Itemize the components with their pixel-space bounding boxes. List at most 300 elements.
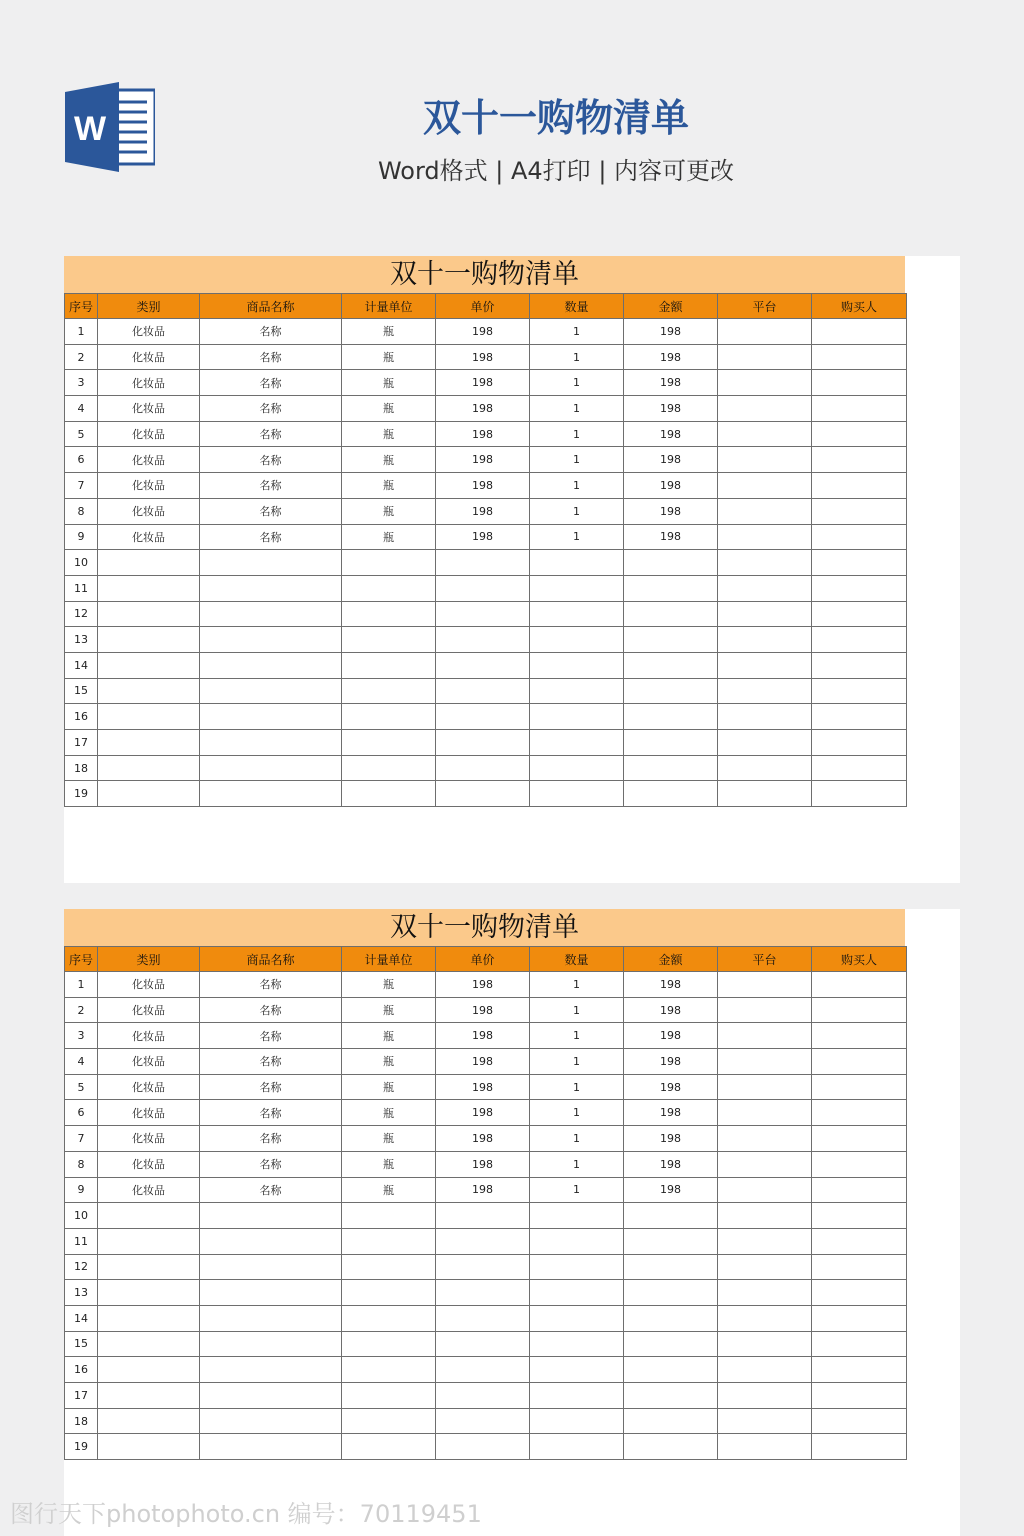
table-cell[interactable]: [624, 1254, 718, 1280]
table-cell[interactable]: [812, 1331, 907, 1357]
table-cell[interactable]: [436, 1357, 530, 1383]
table-cell[interactable]: [342, 652, 436, 678]
table-cell[interactable]: 瓶: [342, 498, 436, 524]
table-cell[interactable]: 198: [624, 524, 718, 550]
table-cell[interactable]: 1: [65, 319, 98, 345]
table-cell[interactable]: [812, 319, 907, 345]
table-cell[interactable]: [200, 1254, 342, 1280]
table-cell[interactable]: [436, 550, 530, 576]
table-cell[interactable]: [812, 1383, 907, 1409]
table-cell[interactable]: 化妆品: [98, 344, 200, 370]
table-cell[interactable]: [718, 1383, 812, 1409]
table-cell[interactable]: 198: [436, 524, 530, 550]
table-cell[interactable]: [624, 550, 718, 576]
table-cell[interactable]: [812, 1357, 907, 1383]
table-cell[interactable]: [812, 1151, 907, 1177]
table-cell[interactable]: 1: [530, 473, 624, 499]
table-cell[interactable]: 198: [436, 1049, 530, 1075]
table-cell[interactable]: 化妆品: [98, 972, 200, 998]
table-cell[interactable]: 4: [65, 1049, 98, 1075]
table-cell[interactable]: 10: [65, 1203, 98, 1229]
table-cell[interactable]: [530, 1434, 624, 1460]
table-cell[interactable]: [718, 473, 812, 499]
table-cell[interactable]: [436, 1331, 530, 1357]
table-cell[interactable]: 198: [624, 1049, 718, 1075]
table-cell[interactable]: [342, 1280, 436, 1306]
table-cell[interactable]: 1: [530, 524, 624, 550]
table-cell[interactable]: [436, 781, 530, 807]
table-cell[interactable]: [98, 704, 200, 730]
table-cell[interactable]: [624, 1357, 718, 1383]
table-cell[interactable]: [624, 704, 718, 730]
table-cell[interactable]: [718, 1203, 812, 1229]
table-cell[interactable]: [812, 550, 907, 576]
table-cell[interactable]: [624, 601, 718, 627]
table-cell[interactable]: [530, 755, 624, 781]
table-cell[interactable]: [718, 601, 812, 627]
table-cell[interactable]: 化妆品: [98, 370, 200, 396]
table-cell[interactable]: [342, 1331, 436, 1357]
table-cell[interactable]: [812, 1228, 907, 1254]
table-cell[interactable]: 瓶: [342, 1023, 436, 1049]
table-cell[interactable]: 19: [65, 1434, 98, 1460]
table-cell[interactable]: [342, 550, 436, 576]
table-cell[interactable]: 名称: [200, 997, 342, 1023]
table-cell[interactable]: 11: [65, 575, 98, 601]
table-cell[interactable]: 13: [65, 627, 98, 653]
table-cell[interactable]: 名称: [200, 421, 342, 447]
table-cell[interactable]: 198: [624, 1151, 718, 1177]
table-cell[interactable]: 化妆品: [98, 1151, 200, 1177]
table-cell[interactable]: 名称: [200, 1100, 342, 1126]
table-cell[interactable]: [812, 601, 907, 627]
table-cell[interactable]: 198: [436, 1074, 530, 1100]
table-cell[interactable]: [624, 1305, 718, 1331]
table-cell[interactable]: 198: [436, 1126, 530, 1152]
table-cell[interactable]: 瓶: [342, 421, 436, 447]
table-cell[interactable]: 9: [65, 1177, 98, 1203]
table-cell[interactable]: 16: [65, 704, 98, 730]
table-cell[interactable]: [624, 1228, 718, 1254]
table-cell[interactable]: [718, 421, 812, 447]
table-cell[interactable]: 9: [65, 524, 98, 550]
table-cell[interactable]: [342, 1408, 436, 1434]
table-cell[interactable]: 瓶: [342, 1177, 436, 1203]
table-cell[interactable]: [718, 1228, 812, 1254]
table-cell[interactable]: [812, 344, 907, 370]
table-cell[interactable]: 198: [436, 997, 530, 1023]
table-cell[interactable]: [718, 1074, 812, 1100]
table-cell[interactable]: 1: [530, 344, 624, 370]
table-cell[interactable]: [98, 1280, 200, 1306]
table-cell[interactable]: 198: [624, 1023, 718, 1049]
table-cell[interactable]: 瓶: [342, 447, 436, 473]
table-cell[interactable]: 名称: [200, 1049, 342, 1075]
table-cell[interactable]: 2: [65, 344, 98, 370]
table-cell[interactable]: 198: [436, 473, 530, 499]
table-cell[interactable]: [718, 704, 812, 730]
table-cell[interactable]: [718, 1305, 812, 1331]
table-cell[interactable]: 13: [65, 1280, 98, 1306]
table-cell[interactable]: 瓶: [342, 972, 436, 998]
table-cell[interactable]: [718, 1434, 812, 1460]
table-cell[interactable]: [530, 730, 624, 756]
table-cell[interactable]: 瓶: [342, 396, 436, 422]
table-cell[interactable]: [436, 704, 530, 730]
table-cell[interactable]: [812, 396, 907, 422]
table-cell[interactable]: [98, 781, 200, 807]
table-cell[interactable]: 198: [624, 370, 718, 396]
table-cell[interactable]: [624, 781, 718, 807]
table-cell[interactable]: [718, 730, 812, 756]
table-cell[interactable]: 1: [530, 1151, 624, 1177]
table-cell[interactable]: [812, 652, 907, 678]
table-cell[interactable]: [718, 1280, 812, 1306]
table-cell[interactable]: [812, 704, 907, 730]
table-cell[interactable]: [342, 1357, 436, 1383]
table-cell[interactable]: 1: [530, 1074, 624, 1100]
table-cell[interactable]: [436, 755, 530, 781]
table-cell[interactable]: [98, 1331, 200, 1357]
table-cell[interactable]: 10: [65, 550, 98, 576]
table-cell[interactable]: [342, 755, 436, 781]
table-cell[interactable]: 化妆品: [98, 997, 200, 1023]
table-cell[interactable]: [200, 1434, 342, 1460]
table-cell[interactable]: 1: [530, 1177, 624, 1203]
table-cell[interactable]: [200, 627, 342, 653]
table-cell[interactable]: [200, 1408, 342, 1434]
table-cell[interactable]: 15: [65, 678, 98, 704]
table-cell[interactable]: 名称: [200, 1126, 342, 1152]
table-cell[interactable]: 5: [65, 421, 98, 447]
table-cell[interactable]: 名称: [200, 473, 342, 499]
table-cell[interactable]: [436, 1254, 530, 1280]
table-cell[interactable]: 化妆品: [98, 447, 200, 473]
table-cell[interactable]: [98, 1254, 200, 1280]
table-cell[interactable]: 198: [436, 396, 530, 422]
table-cell[interactable]: 名称: [200, 972, 342, 998]
table-cell[interactable]: [342, 1228, 436, 1254]
table-cell[interactable]: 化妆品: [98, 421, 200, 447]
table-cell[interactable]: [812, 1305, 907, 1331]
table-cell[interactable]: [812, 678, 907, 704]
table-cell[interactable]: 6: [65, 447, 98, 473]
table-cell[interactable]: [530, 1408, 624, 1434]
table-cell[interactable]: [624, 1408, 718, 1434]
table-cell[interactable]: 198: [436, 370, 530, 396]
table-cell[interactable]: 7: [65, 473, 98, 499]
table-cell[interactable]: 1: [530, 972, 624, 998]
table-cell[interactable]: 瓶: [342, 319, 436, 345]
table-cell[interactable]: 198: [624, 1177, 718, 1203]
table-cell[interactable]: [812, 1408, 907, 1434]
table-cell[interactable]: [718, 575, 812, 601]
table-cell[interactable]: 17: [65, 1383, 98, 1409]
table-cell[interactable]: [718, 1254, 812, 1280]
table-cell[interactable]: [200, 575, 342, 601]
table-cell[interactable]: 1: [530, 1023, 624, 1049]
table-cell[interactable]: 17: [65, 730, 98, 756]
table-cell[interactable]: [718, 678, 812, 704]
table-cell[interactable]: 1: [530, 498, 624, 524]
table-cell[interactable]: 198: [624, 396, 718, 422]
table-cell[interactable]: 198: [624, 498, 718, 524]
table-cell[interactable]: 瓶: [342, 1049, 436, 1075]
table-cell[interactable]: [812, 1177, 907, 1203]
table-cell[interactable]: 198: [624, 421, 718, 447]
table-cell[interactable]: [530, 1203, 624, 1229]
table-cell[interactable]: [436, 1280, 530, 1306]
table-cell[interactable]: [718, 972, 812, 998]
table-cell[interactable]: [98, 755, 200, 781]
table-cell[interactable]: 化妆品: [98, 319, 200, 345]
table-cell[interactable]: [98, 1383, 200, 1409]
table-cell[interactable]: [98, 1408, 200, 1434]
table-cell[interactable]: [98, 1434, 200, 1460]
table-cell[interactable]: 198: [624, 473, 718, 499]
table-cell[interactable]: [718, 652, 812, 678]
table-cell[interactable]: [200, 1305, 342, 1331]
table-cell[interactable]: [624, 755, 718, 781]
table-cell[interactable]: 名称: [200, 1074, 342, 1100]
table-cell[interactable]: [342, 1434, 436, 1460]
table-cell[interactable]: 1: [530, 997, 624, 1023]
table-cell[interactable]: [530, 1305, 624, 1331]
table-cell[interactable]: 3: [65, 370, 98, 396]
table-cell[interactable]: [200, 1357, 342, 1383]
table-cell[interactable]: [342, 704, 436, 730]
table-cell[interactable]: [200, 678, 342, 704]
table-cell[interactable]: 8: [65, 498, 98, 524]
table-cell[interactable]: [530, 601, 624, 627]
table-cell[interactable]: [624, 1203, 718, 1229]
table-cell[interactable]: [200, 704, 342, 730]
table-cell[interactable]: 16: [65, 1357, 98, 1383]
table-cell[interactable]: [98, 1228, 200, 1254]
table-cell[interactable]: [812, 498, 907, 524]
table-cell[interactable]: [812, 575, 907, 601]
table-cell[interactable]: 瓶: [342, 473, 436, 499]
table-cell[interactable]: 198: [624, 447, 718, 473]
table-cell[interactable]: 12: [65, 1254, 98, 1280]
table-cell[interactable]: [98, 601, 200, 627]
table-cell[interactable]: 1: [530, 396, 624, 422]
table-cell[interactable]: [200, 781, 342, 807]
table-cell[interactable]: [624, 1434, 718, 1460]
table-cell[interactable]: [98, 627, 200, 653]
table-cell[interactable]: [436, 678, 530, 704]
table-cell[interactable]: [436, 652, 530, 678]
table-cell[interactable]: 198: [624, 344, 718, 370]
table-cell[interactable]: 化妆品: [98, 1177, 200, 1203]
table-cell[interactable]: [812, 473, 907, 499]
table-cell[interactable]: [342, 1305, 436, 1331]
table-cell[interactable]: [530, 1383, 624, 1409]
table-cell[interactable]: [530, 1280, 624, 1306]
table-cell[interactable]: 198: [436, 421, 530, 447]
table-cell[interactable]: [98, 730, 200, 756]
table-cell[interactable]: [718, 1408, 812, 1434]
table-cell[interactable]: 1: [530, 370, 624, 396]
table-cell[interactable]: 19: [65, 781, 98, 807]
table-cell[interactable]: [718, 1126, 812, 1152]
table-cell[interactable]: [718, 1151, 812, 1177]
table-cell[interactable]: 化妆品: [98, 1049, 200, 1075]
table-cell[interactable]: 名称: [200, 319, 342, 345]
table-cell[interactable]: 14: [65, 1305, 98, 1331]
table-cell[interactable]: 198: [436, 1100, 530, 1126]
table-cell[interactable]: [718, 781, 812, 807]
table-cell[interactable]: [342, 601, 436, 627]
table-cell[interactable]: 198: [624, 1100, 718, 1126]
table-cell[interactable]: [98, 1305, 200, 1331]
table-cell[interactable]: 18: [65, 1408, 98, 1434]
table-cell[interactable]: 瓶: [342, 1074, 436, 1100]
table-cell[interactable]: 1: [530, 421, 624, 447]
table-cell[interactable]: [718, 396, 812, 422]
table-cell[interactable]: [436, 1203, 530, 1229]
table-cell[interactable]: 198: [624, 319, 718, 345]
table-cell[interactable]: [342, 730, 436, 756]
table-cell[interactable]: [200, 1203, 342, 1229]
table-cell[interactable]: [436, 730, 530, 756]
table-cell[interactable]: [530, 1331, 624, 1357]
table-cell[interactable]: [436, 1408, 530, 1434]
table-cell[interactable]: [624, 1331, 718, 1357]
table-cell[interactable]: 名称: [200, 1151, 342, 1177]
table-cell[interactable]: [812, 755, 907, 781]
table-cell[interactable]: 名称: [200, 344, 342, 370]
table-cell[interactable]: [530, 1254, 624, 1280]
table-cell[interactable]: [624, 575, 718, 601]
table-cell[interactable]: [200, 730, 342, 756]
table-cell[interactable]: [200, 1383, 342, 1409]
table-cell[interactable]: 198: [624, 1126, 718, 1152]
table-cell[interactable]: 5: [65, 1074, 98, 1100]
table-cell[interactable]: [200, 652, 342, 678]
table-cell[interactable]: [718, 1357, 812, 1383]
table-cell[interactable]: [718, 997, 812, 1023]
table-cell[interactable]: [812, 1049, 907, 1075]
table-cell[interactable]: [98, 652, 200, 678]
table-cell[interactable]: 化妆品: [98, 396, 200, 422]
table-cell[interactable]: 12: [65, 601, 98, 627]
table-cell[interactable]: [200, 550, 342, 576]
table-cell[interactable]: 瓶: [342, 997, 436, 1023]
table-cell[interactable]: [812, 421, 907, 447]
table-cell[interactable]: 198: [436, 1023, 530, 1049]
table-cell[interactable]: 198: [624, 997, 718, 1023]
table-cell[interactable]: [530, 704, 624, 730]
table-cell[interactable]: [812, 1100, 907, 1126]
table-cell[interactable]: 化妆品: [98, 1074, 200, 1100]
table-cell[interactable]: 名称: [200, 1023, 342, 1049]
table-cell[interactable]: [718, 370, 812, 396]
table-cell[interactable]: 198: [436, 447, 530, 473]
table-cell[interactable]: [436, 1383, 530, 1409]
table-cell[interactable]: [718, 1177, 812, 1203]
table-cell[interactable]: 名称: [200, 370, 342, 396]
table-cell[interactable]: [812, 627, 907, 653]
table-cell[interactable]: 1: [530, 447, 624, 473]
table-cell[interactable]: [624, 627, 718, 653]
table-cell[interactable]: 化妆品: [98, 524, 200, 550]
table-cell[interactable]: [530, 652, 624, 678]
table-cell[interactable]: [812, 730, 907, 756]
table-cell[interactable]: [530, 781, 624, 807]
table-cell[interactable]: 198: [436, 1151, 530, 1177]
table-cell[interactable]: [718, 627, 812, 653]
table-cell[interactable]: [718, 524, 812, 550]
table-cell[interactable]: [342, 781, 436, 807]
table-cell[interactable]: 198: [436, 972, 530, 998]
table-cell[interactable]: [98, 1357, 200, 1383]
table-cell[interactable]: [812, 1254, 907, 1280]
table-cell[interactable]: [98, 575, 200, 601]
table-cell[interactable]: [436, 601, 530, 627]
table-cell[interactable]: 6: [65, 1100, 98, 1126]
table-cell[interactable]: 名称: [200, 524, 342, 550]
table-cell[interactable]: [200, 1280, 342, 1306]
table-cell[interactable]: [342, 575, 436, 601]
table-cell[interactable]: [718, 1023, 812, 1049]
table-cell[interactable]: 瓶: [342, 370, 436, 396]
table-cell[interactable]: 瓶: [342, 1126, 436, 1152]
table-cell[interactable]: [98, 550, 200, 576]
table-cell[interactable]: [530, 550, 624, 576]
table-cell[interactable]: 1: [530, 1100, 624, 1126]
table-cell[interactable]: [530, 627, 624, 653]
table-cell[interactable]: [342, 678, 436, 704]
table-cell[interactable]: 198: [436, 319, 530, 345]
table-cell[interactable]: [718, 1100, 812, 1126]
table-cell[interactable]: 1: [65, 972, 98, 998]
table-cell[interactable]: [718, 1049, 812, 1075]
table-cell[interactable]: 198: [624, 972, 718, 998]
table-cell[interactable]: 1: [530, 1126, 624, 1152]
table-cell[interactable]: 1: [530, 319, 624, 345]
table-cell[interactable]: [812, 1023, 907, 1049]
table-cell[interactable]: [812, 1434, 907, 1460]
table-cell[interactable]: [718, 1331, 812, 1357]
table-cell[interactable]: [718, 447, 812, 473]
table-cell[interactable]: [718, 755, 812, 781]
table-cell[interactable]: 化妆品: [98, 1023, 200, 1049]
table-cell[interactable]: 瓶: [342, 524, 436, 550]
table-cell[interactable]: [200, 1331, 342, 1357]
table-cell[interactable]: [718, 344, 812, 370]
table-cell[interactable]: [812, 447, 907, 473]
table-cell[interactable]: 化妆品: [98, 1100, 200, 1126]
table-cell[interactable]: [200, 755, 342, 781]
table-cell[interactable]: [436, 1228, 530, 1254]
table-cell[interactable]: [812, 1126, 907, 1152]
table-cell[interactable]: [530, 1357, 624, 1383]
table-cell[interactable]: [98, 678, 200, 704]
table-cell[interactable]: [812, 524, 907, 550]
table-cell[interactable]: 瓶: [342, 344, 436, 370]
table-cell[interactable]: [530, 678, 624, 704]
table-cell[interactable]: 名称: [200, 447, 342, 473]
table-cell[interactable]: 化妆品: [98, 1126, 200, 1152]
table-cell[interactable]: [200, 1228, 342, 1254]
table-cell[interactable]: 11: [65, 1228, 98, 1254]
table-cell[interactable]: [342, 1203, 436, 1229]
table-cell[interactable]: [530, 575, 624, 601]
table-cell[interactable]: 瓶: [342, 1151, 436, 1177]
table-cell[interactable]: [624, 1280, 718, 1306]
table-cell[interactable]: [436, 1434, 530, 1460]
